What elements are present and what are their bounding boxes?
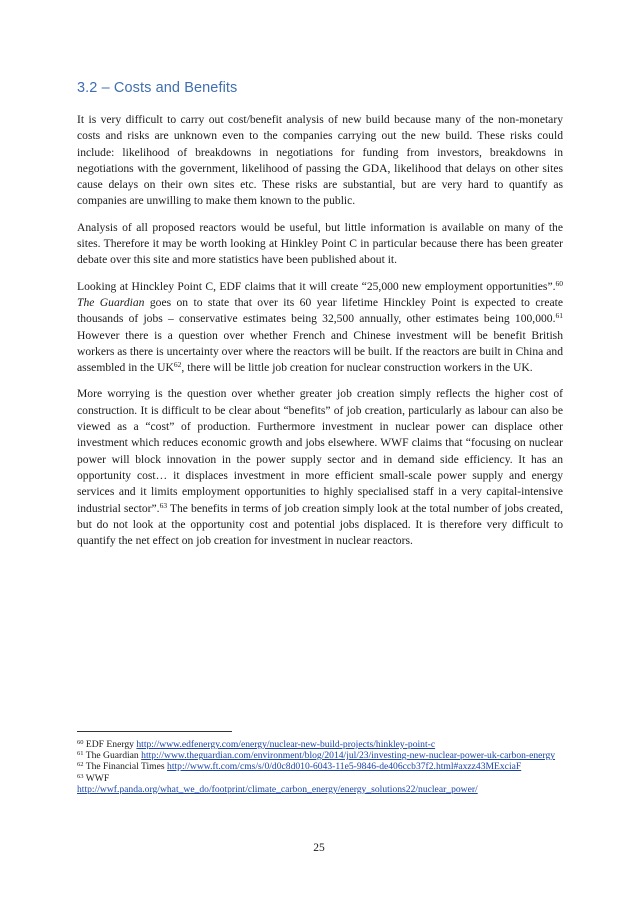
footnote-60 [77,739,563,750]
footnote-link[interactable]: http://www.edfenergy.com/energy/nuclear-new-build-projects/hinkley-point-c [136,739,436,750]
paragraph-2: Analysis of all proposed reactors would be useful, but little information is available on many of the sites. Therefore it may be worth looking at Hinkley Point C in particular because there has been greater debate over this site and more statistics have been published about it. [77,220,563,267]
footnote-source: WWF [83,772,110,784]
footnote-source: EDF Energy [83,739,137,750]
p4-text-1: More worrying is the question over whether greater job creation simply reflects the higher cost of construction. It is difficult to be clear about “benefits” of job creation, particularly as labour can also be viewed as a “cost” of production. Furthermore investment in nuclear power can displace other investment which reduces economic growth and jobs elsewhere. WWF claims that “focusing on nuclear power will block innovation in the power supply sector and in demand side efficiency. It has an opportunity cost… it displaces investment in more efficient small-scale power supply and energy services and it limits employment opportunities to highly specialised staff in a very capital-intensive industrial sector”. [77,387,563,515]
body-text [77,112,563,559]
footnote-source: The Financial Times [83,761,168,773]
footnotes [77,739,563,795]
footnote-61 [77,750,563,761]
footnote-ref-62[interactable]: 62 [173,360,182,370]
p4-text-2: The benefits in terms of job creation simply look at the total number of jobs created, but do not look at the opportunity cost and potential jobs displaced. It is therefore very difficult to quantify the net effect on job creation for investment in nuclear reactors. [77,501,563,548]
page-number: 25 [313,842,325,854]
footnote-63 [77,773,563,795]
footnote-number: 62 [77,761,84,769]
p3-text-4: , there will be little job creation for nuclear construction workers in the UK. [181,361,533,375]
footnote-ref-61[interactable]: 61 [555,311,563,321]
footnote-link[interactable]: http://www.theguardian.com/environment/blog/2014/jul/23/investing-new-nuclear-power-uk-carbon-energy [141,750,556,762]
p3-text-2: goes on to state that over its 60 year lifetime Hinckley Point is expected to create thousands of jobs – conservative estimates being 32,500 annually, other estimates being 100,000. [77,295,563,326]
footnote-divider [77,731,232,732]
footnote-number: 63 [77,772,84,780]
footnote-ref-60[interactable]: 60 [555,278,563,288]
p3-text-1: Looking at Hinckley Point C, EDF claims that it will create “25,000 new employment opportunities”. [77,279,556,293]
footnote-number: 61 [77,750,84,758]
section-heading: 3.2 – Costs and Benefits [77,80,238,96]
guardian-title: The Guardian [77,295,145,309]
p3-text-3: However there is a question over whether French and Chinese investment will be benefit British workers as there is uncertainty over where the reactors will be built. If the reactors are built in China and assembled in the UK [77,328,563,375]
footnote-source: The Guardian [83,750,142,762]
paragraph-4 [77,386,563,549]
footnote-ref-63[interactable]: 63 [159,500,168,510]
paragraph-1: It is very difficult to carry out cost/benefit analysis of new build because many of the non-monetary costs and risks are unknown even to the companies carrying out the new build. These risks could include: likelihood of breakdowns in negotiations for funding from investors, breakdowns in negotiations with the government, likelihood of passing the GDA, likelihood that delays on other sites cause delays on their own sites etc. These risks are substantial, but are very hard to quantify as companies are unwilling to make them known to the public. [77,113,563,208]
paragraph-3 [77,279,563,377]
footnote-link[interactable]: http://www.ft.com/cms/s/0/d0c8d010-6043-11e5-9846-de406ccb37f2.html#axzz43MExciaF [167,761,522,773]
footnote-link[interactable]: http://wwf.panda.org/what_we_do/footprint/climate_carbon_energy/energy_solutions22/nuclear_power/ [77,783,478,795]
footnote-62 [77,761,563,772]
footnote-number: 60 [77,739,84,746]
